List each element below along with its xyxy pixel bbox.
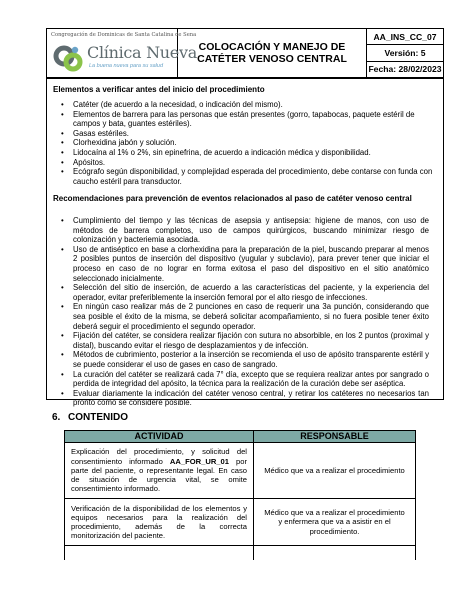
table-header-row (65, 431, 416, 443)
list-item: • Catéter (de acuerdo a la necesidad, o indicación del mismo). (53, 100, 433, 110)
activity-table (64, 430, 416, 560)
congregation-text: Congregación de Dominicas de Santa Catalina de Sena (51, 32, 197, 38)
document-title: COLOCACIÓN Y MANEJO DE CATÉTER VENOSO CENTRAL (197, 41, 347, 65)
document-date: Fecha: 28/02/2023 (367, 61, 443, 77)
list-item: • Lidocaína al 1% o 2%, sin epinefrina, de acuerdo a indicación médica y disponibilidad. (53, 148, 433, 158)
list-item: • Cumplimiento del tiempo y las técnicas de asepsia y antisepsia: higiene de manos, con uso de métodos de barrera completos, uso de campos quirúrgicos, buscando minimizar riesgo de colonización y bacteriemia asociada. (53, 216, 429, 245)
clinic-tagline: La buena nueva para su salud (89, 63, 164, 69)
form-code: AA_FOR_UR_01 (169, 456, 229, 466)
list-item: • Apósitos. (53, 158, 433, 168)
section-number: 6. (52, 412, 61, 423)
list-item: • La curación del catéter se realizará cada 7° día, excepto que se requiera realizar antes por sangrado o perdida de integridad del apósito, la técnica para la realización de la curación debe ser aséptica. (53, 370, 429, 389)
activity-cell: Verificación de la disponibilidad de los elementos y equipos necesarios para la realización del procedimiento, además de la correcta monitorización del paciente. (65, 499, 254, 546)
recommendations-list (53, 216, 429, 408)
list-item: • En ningún caso realizar más de 2 punciones en caso de requerir una 3a punción, considerando que sea posible el éxito de la misma, se deberá solicitar acompañamiento, si no fuera posible tener éxito deberá seguir el procedimiento el segundo operador. (53, 302, 429, 331)
list-item: • Evaluar diariamente la indicación del catéter venoso central, y retirar los catéteres no necesarios tan pronto como se considere posible. (53, 389, 429, 408)
requirements-box (46, 78, 444, 408)
activity-cell (65, 546, 254, 561)
document-version: Versión: 5 (367, 44, 443, 60)
start-checklist-title: Elementos a verificar antes del inicio del procedimiento (53, 85, 265, 94)
list-item: • Ecógrafo según disponibilidad, y complejidad esperada del procedimiento, debe contarse con funda con caucho estéril para transductor. (53, 167, 433, 186)
start-checklist (53, 100, 433, 186)
list-item: • Selección del sitio de inserción, de acuerdo a las características del paciente, y la experiencia del operador, evitar preferiblemente la inserción femoral por el alto riesgo de infecciones. (53, 283, 429, 302)
table-row (65, 443, 416, 499)
recommendations-title: Recomendaciones para prevención de eventos relacionados al paso de catéter venoso central (53, 194, 412, 203)
section-title: CONTENIDO (68, 412, 128, 423)
document-code: AA_INS_CC_07 (373, 31, 437, 42)
document-meta (366, 29, 443, 77)
section-heading (52, 412, 128, 423)
responsible-cell (254, 546, 416, 561)
list-item: • Elementos de barrera para las personas que están presentes (gorro, tapabocas, paquete estéril de campos y bata, guantes estériles). (53, 110, 433, 129)
list-item: • Fijación del catéter, se considera realizar fijación con sutura no absorbible, en los 2 puntos (proximal y distal), buscando evitar el riesgo de desplazamientos y de infección. (53, 331, 429, 350)
clinic-logo-icon (53, 43, 83, 73)
list-item: • Clorhexidina jabón y solución. (53, 138, 433, 148)
activity-text: Explicación del procedimiento, y solicitud del consentimiento informado (71, 447, 247, 466)
table-row (65, 499, 416, 546)
table-row-continued (65, 546, 416, 561)
list-item: • Gasas estériles. (53, 129, 433, 139)
responsible-cell: Médico que va a realizar el procedimiento y enfermera que va a asistir en el procedimiento. (254, 499, 416, 546)
responsible-cell: Médico que va a realizar el procedimiento (254, 443, 416, 499)
list-item: • Métodos de cubrimiento, posterior a la inserción se recomienda el uso de apósito transparente estéril y se puede considerar el uso de gases en caso de sangrado. (53, 350, 429, 369)
logo-block (47, 29, 197, 77)
document-header (46, 28, 444, 78)
column-header-responsible: RESPONSABLE (254, 431, 416, 443)
list-item: • Uso de antiséptico en base a clorhexidina para la preparación de la piel, buscando preparar al menos 2 posibles puntos de inserción del dispositivo (yugular y subclavio), para prever tener que iniciar el proceso en caso de no lograr en forma exitosa el paso del dispositivo en el sitio anatómico seleccionado inicialmente. (53, 245, 429, 283)
activity-cell (65, 443, 254, 499)
column-header-activity: ACTIVIDAD (65, 431, 254, 443)
activity-text: por parte del paciente, o representante legal. En caso de situación de urgencia vital, se omite consentimiento informado. (71, 456, 247, 494)
clinic-brand-name: Clínica Nueva (87, 43, 197, 62)
